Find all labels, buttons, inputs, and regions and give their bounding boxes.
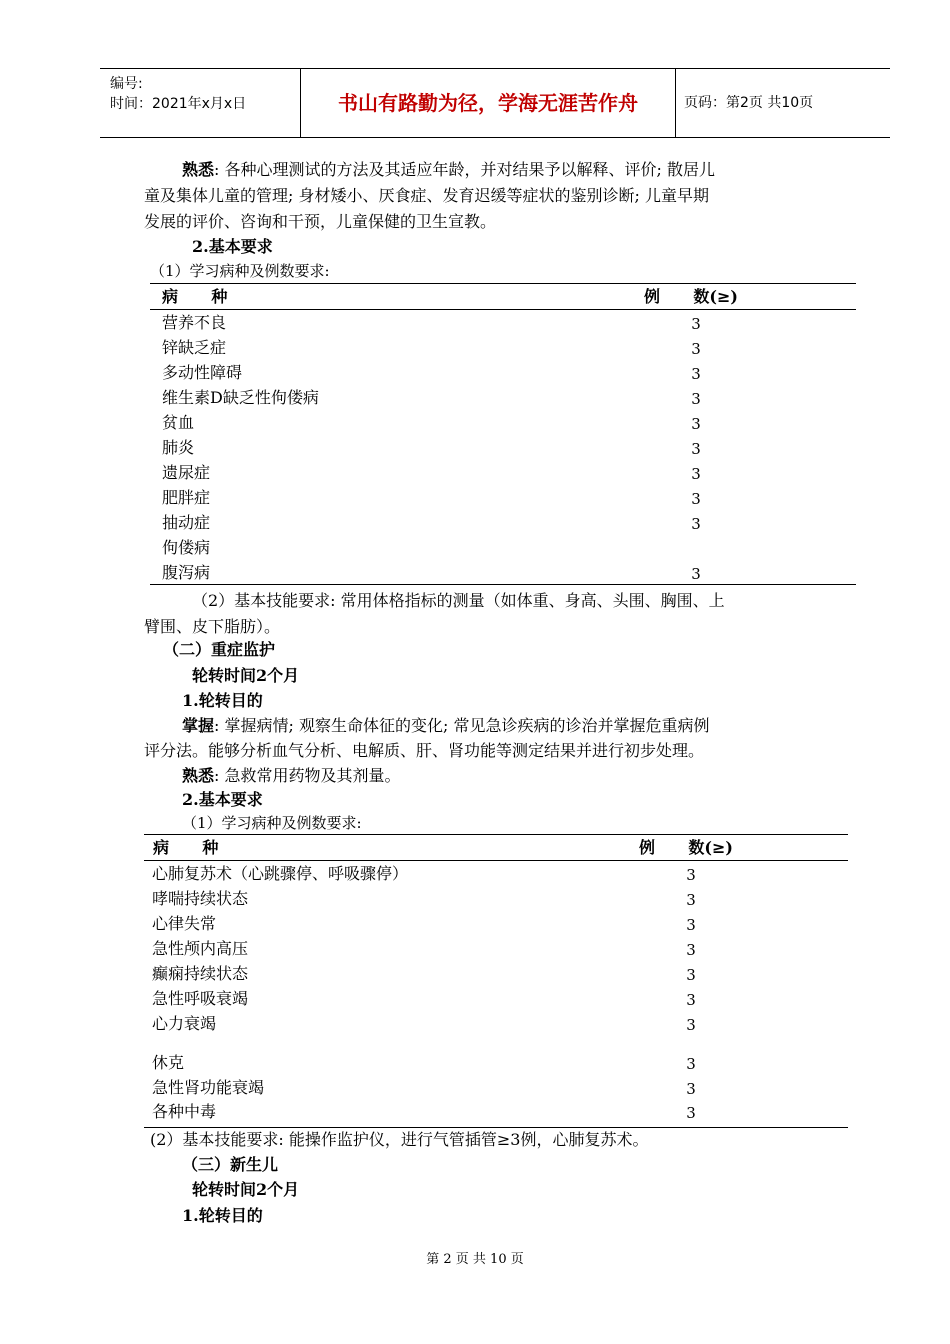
table-row-count: 3: [686, 991, 696, 1009]
table-row-disease: 营养不良: [162, 313, 227, 332]
table1-bottom-rule: [150, 584, 856, 585]
table-row-disease: 肺炎: [162, 438, 195, 457]
table2-col-count: 例 数(≥): [639, 838, 733, 857]
sec2-req1: （1）学习病种及例数要求:: [182, 814, 362, 832]
table-row-count: 3: [686, 891, 696, 909]
table-row-count: 3: [691, 365, 701, 383]
familiar-line2: 童及集体儿童的管理; 身材矮小、厌食症、发育迟缓等症状的鉴别诊断; 儿童早期: [144, 186, 709, 205]
time-label: 时间：2021年x月x日: [110, 96, 247, 112]
table1-col-disease: 病 种: [162, 287, 228, 306]
table-row-count: 3: [691, 415, 701, 433]
table-row-count: 3: [686, 1104, 696, 1122]
table-row-disease: 心力衰竭: [152, 1014, 217, 1033]
table-row-disease: 贫血: [162, 413, 195, 432]
sec2-title: （二）重症监护: [163, 640, 276, 659]
table-row-disease: 腹泻病: [162, 563, 211, 582]
familiar-line1: : 各种心理测试的方法及其适应年龄，并对结果予以解释、评价; 散居儿: [214, 160, 715, 179]
table-row-count: 3: [686, 1080, 696, 1098]
table-row-disease: 癫痫持续状态: [152, 964, 249, 983]
table-row-disease: 维生素D缺乏性佝偻病: [162, 388, 319, 407]
table-row-disease: 锌缺乏症: [162, 338, 227, 357]
table2-header-rule: [144, 860, 848, 861]
table-row-count: 3: [686, 941, 696, 959]
table-row-count: 3: [686, 866, 696, 884]
sec2-familiar-label: 熟悉: [182, 766, 215, 785]
table2-col-disease: 病 种: [153, 838, 219, 857]
table-row-count: 3: [691, 390, 701, 408]
table-row-disease: 佝偻病: [162, 538, 211, 557]
table-row-count: 3: [691, 340, 701, 358]
basic-req-title: 2.基本要求: [192, 237, 273, 256]
table1-col-count: 例 数(≥): [644, 287, 738, 306]
sec2-rotation: 轮转时间2个月: [192, 666, 300, 685]
familiar-label: 熟悉: [182, 160, 215, 179]
table-row-count: 3: [686, 1055, 696, 1073]
number-label: 编号:: [110, 76, 143, 92]
table-row-disease: 急性肾功能衰竭: [152, 1078, 265, 1097]
table-row-disease: 肥胖症: [162, 488, 211, 507]
master-label: 掌握: [182, 716, 215, 735]
sec2-familiar-text: : 急救常用药物及其剂量。: [214, 766, 401, 785]
sec2-purpose: 1.轮转目的: [182, 691, 263, 710]
table-row-count: 3: [691, 440, 701, 458]
table-row-count: 3: [686, 916, 696, 934]
table-row-disease: 休克: [152, 1053, 185, 1072]
table-row-disease: 多动性障碍: [162, 363, 243, 382]
table-row-count: 3: [691, 465, 701, 483]
sec3-rotation: 轮转时间2个月: [192, 1180, 300, 1199]
skill1-line1: （2）基本技能要求: 常用体格指标的测量（如体重、身高、头围、胸围、上: [192, 591, 725, 610]
table-row-count: 3: [686, 966, 696, 984]
master-line1: : 掌握病情; 观察生命体征的变化; 常见急诊疾病的诊治并掌握危重病例: [214, 716, 710, 735]
page-label: 页码：第2页 共10页: [684, 95, 814, 111]
table-row-count: 3: [691, 490, 701, 508]
table-row-disease: 遗尿症: [162, 463, 211, 482]
table-row-disease: 心律失常: [152, 914, 217, 933]
table1-header-rule: [150, 309, 856, 310]
motto: 书山有路勤为径，学海无涯苦作舟: [301, 69, 676, 137]
sec3-purpose: 1.轮转目的: [182, 1206, 263, 1225]
table-row-disease: 哮喘持续状态: [152, 889, 249, 908]
table-row-count: 3: [691, 515, 701, 533]
table-row-count: 3: [691, 315, 701, 333]
page-header: [100, 68, 890, 138]
table-row-disease: 急性颅内高压: [152, 939, 249, 958]
table2-bottom-rule: [144, 1127, 848, 1128]
familiar-paragraph: [182, 160, 715, 180]
table-row-disease: 各种中毒: [152, 1102, 217, 1121]
master-line2: 评分法。能够分析血气分析、电解质、肝、肾功能等测定结果并进行初步处理。: [144, 741, 705, 760]
skill2: (2）基本技能要求: 能操作监护仪，进行气管插管≥3例，心肺复苏术。: [150, 1130, 649, 1149]
skill1-line2: 臂围、皮下脂肪）。: [144, 617, 281, 636]
familiar-line3: 发展的评价、咨询和干预，儿童保健的卫生宣教。: [144, 212, 497, 231]
header-meta: [100, 69, 301, 137]
table-row-disease: 抽动症: [162, 513, 211, 532]
sec2-familiar: [182, 766, 401, 786]
table-row-disease: 急性呼吸衰竭: [152, 989, 249, 1008]
master-paragraph: [182, 716, 709, 736]
table2-top-rule: [144, 834, 848, 835]
sec2-basic-title: 2.基本要求: [182, 790, 263, 809]
req1-label: （1）学习病种及例数要求:: [150, 262, 330, 280]
sec3-title: （三）新生儿: [182, 1155, 279, 1174]
table-row-count: 3: [686, 1016, 696, 1034]
table1-top-rule: [150, 283, 856, 284]
table-row-disease: 心肺复苏术（心跳骤停、呼吸骤停）: [152, 864, 409, 883]
table-row-count: 3: [691, 565, 701, 583]
page-footer: 第 2 页 共 10 页: [426, 1252, 524, 1267]
